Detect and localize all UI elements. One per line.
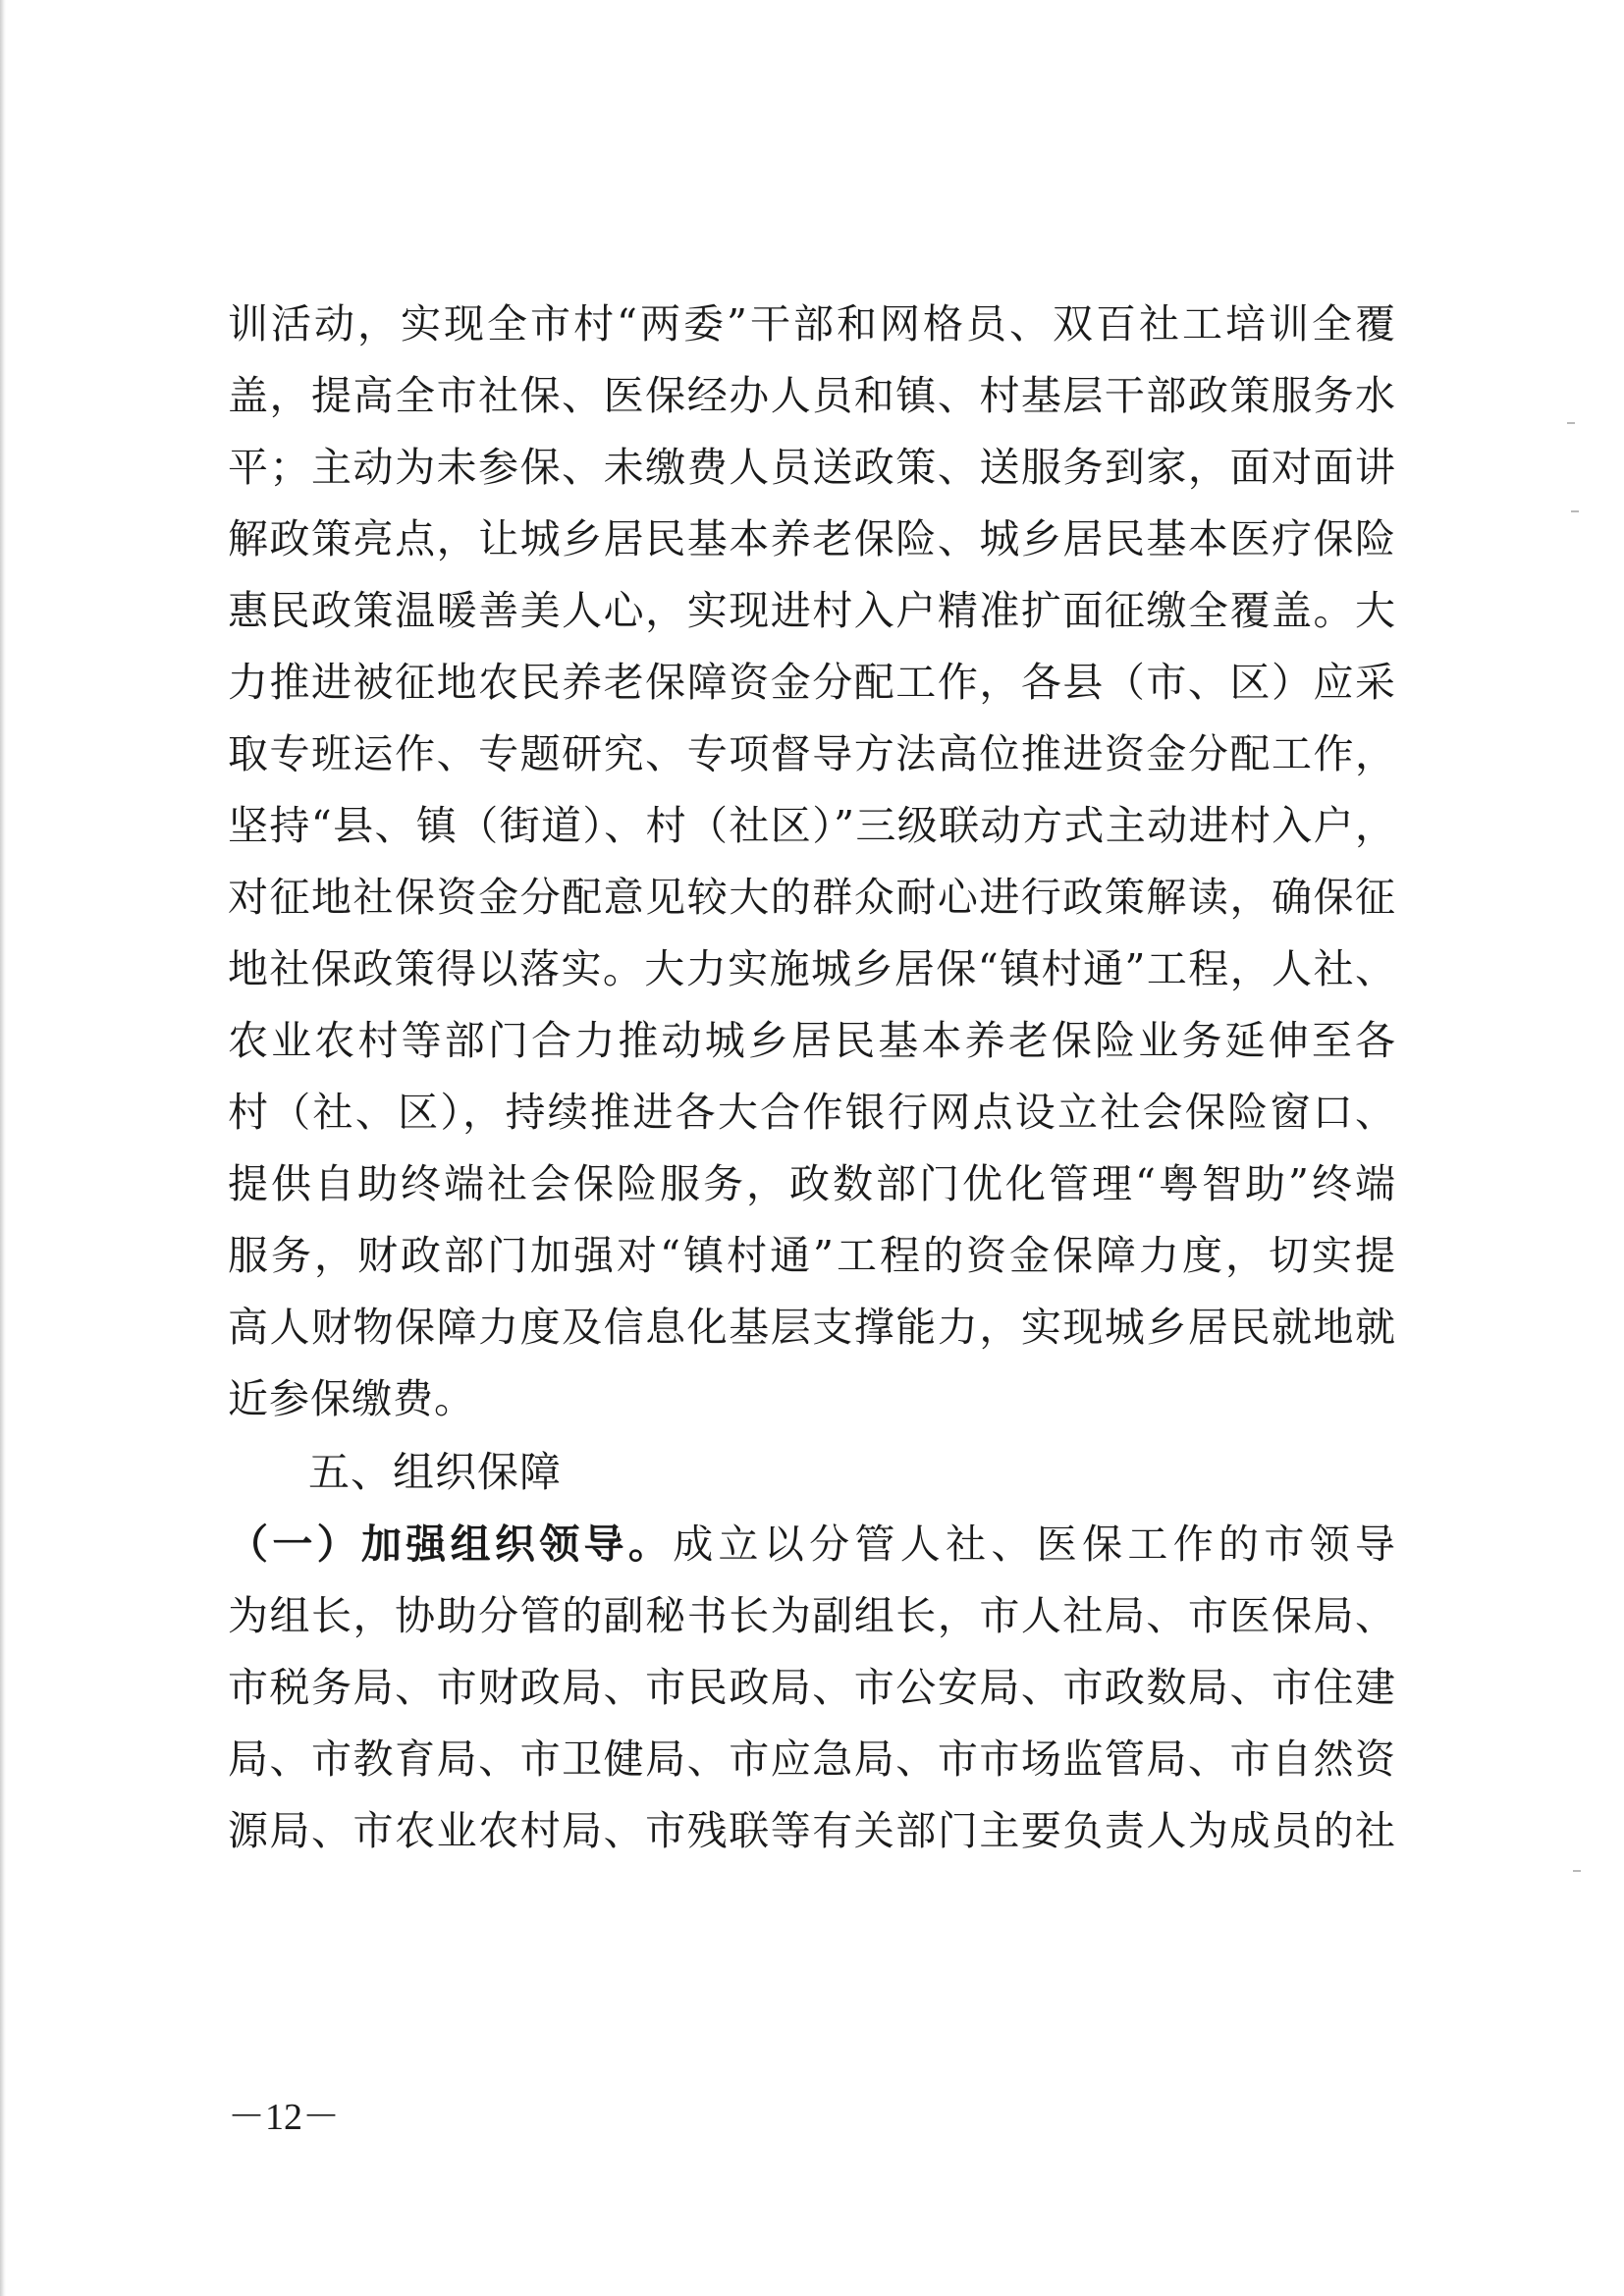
scan-edge xyxy=(0,0,6,2296)
body-line: 对征地社保资金分配意见较大的群众耐心进行政策解读，确保征 xyxy=(228,874,1396,921)
body-line: 训活动，实现全市村“两委”干部和网格员、双百社工培训全覆 xyxy=(228,300,1396,347)
body-line: 局、市教育局、市卫健局、市应急局、市市场监管局、市自然资 xyxy=(228,1735,1396,1783)
body-line-last: 近参保缴费。 xyxy=(228,1375,475,1422)
subsection-first-line xyxy=(228,1515,1396,1574)
body-line: 惠民政策温暖善美人心，实现进村入户精准扩面征缴全覆盖。大 xyxy=(228,587,1396,634)
body-line: 服务，财政部门加强对“镇村通”工程的资金保障力度，切实提 xyxy=(228,1232,1396,1279)
body-line: 盖，提高全市社保、医保经办人员和镇、村基层干部政策服务水 xyxy=(228,372,1396,419)
subsection-lead: （一）加强组织领导。 xyxy=(228,1521,674,1568)
scan-speck xyxy=(1571,510,1579,512)
body-line: 高人财物保障力度及信息化基层支撑能力，实现城乡居民就地就 xyxy=(228,1304,1396,1351)
body-line: 解政策亮点，让城乡居民基本养老保险、城乡居民基本医疗保险 xyxy=(228,515,1396,562)
body-line: 坚持“县、镇（街道）、村（社区）”三级联动方式主动进村入户， xyxy=(228,802,1396,849)
scan-speck xyxy=(1573,1870,1581,1872)
body-line: 农业农村等部门合力推动城乡居民基本养老保险业务延伸至各 xyxy=(228,1017,1396,1064)
body-line: 村（社、区），持续推进各大合作银行网点设立社会保险窗口、 xyxy=(228,1089,1396,1136)
scan-speck xyxy=(1567,422,1575,424)
subsection-first-line-text: 成立以分管人社、医保工作的市领导 xyxy=(673,1521,1397,1568)
body-line: 提供自助终端社会保险服务，政数部门优化管理“粤智助”终端 xyxy=(228,1160,1396,1207)
body-line: 源局、市农业农村局、市残联等有关部门主要负责人为成员的社 xyxy=(228,1807,1396,1854)
body-line: 市税务局、市财政局、市民政局、市公安局、市政数局、市住建 xyxy=(228,1664,1396,1711)
section-heading: 五、组织保障 xyxy=(308,1448,563,1496)
body-line: 为组长，协助分管的副秘书长为副组长，市人社局、市医保局、 xyxy=(228,1592,1396,1639)
body-line: 地社保政策得以落实。大力实施城乡居保“镇村通”工程，人社、 xyxy=(228,945,1396,992)
body-line: 取专班运作、专题研究、专项督导方法高位推进资金分配工作， xyxy=(228,730,1396,777)
body-line: 力推进被征地农民养老保障资金分配工作，各县（市、区）应采 xyxy=(228,659,1396,706)
page-number: －12－ xyxy=(228,2097,341,2138)
body-line: 平；主动为未参保、未缴费人员送政策、送服务到家，面对面讲 xyxy=(228,444,1396,491)
